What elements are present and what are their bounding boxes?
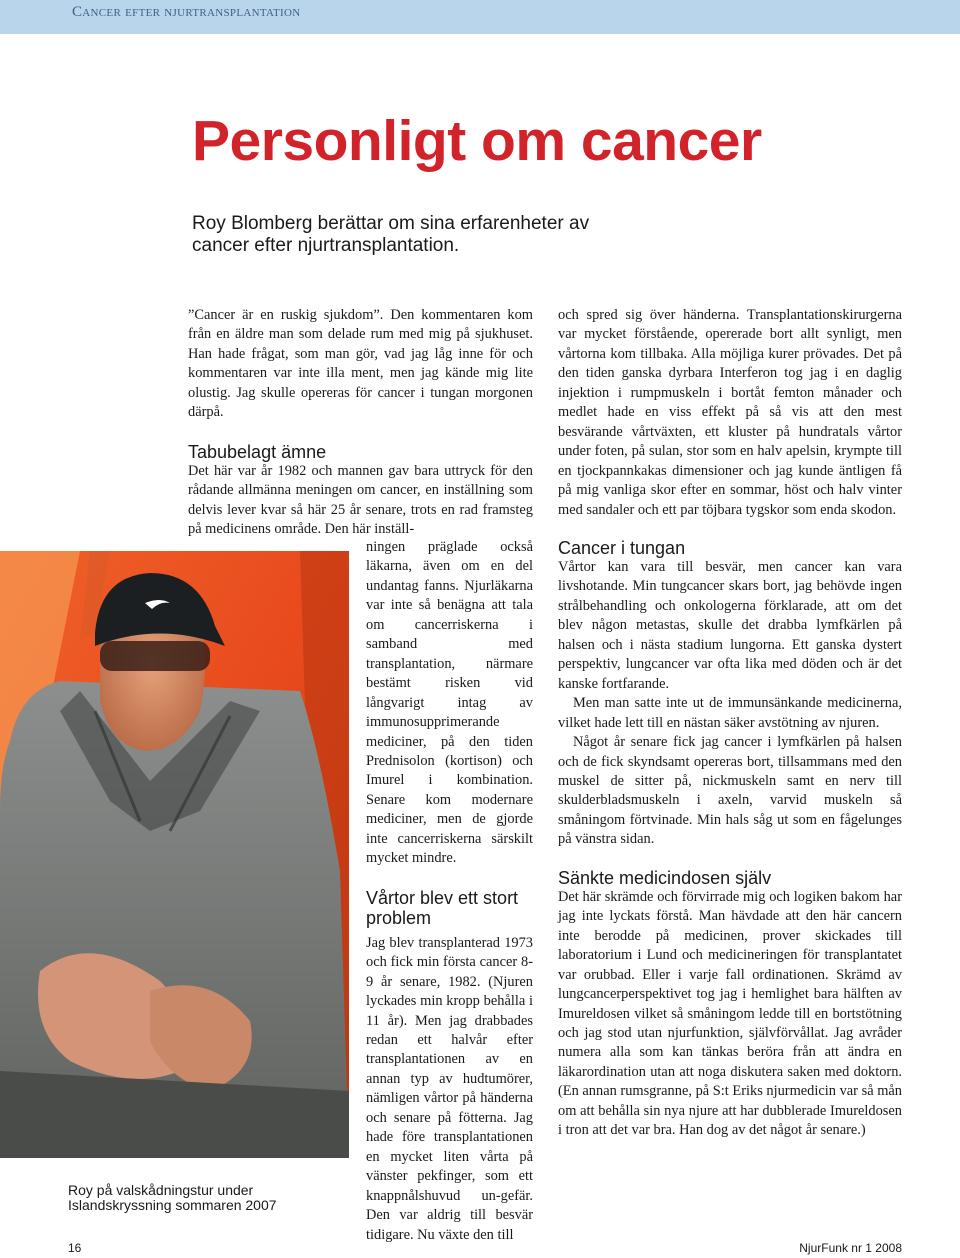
column-3 xyxy=(558,306,902,1141)
photo-caption: Roy på valskådningstur under Islandskryssning sommaren 2007 xyxy=(68,1182,277,1213)
paragraph: ningen präglade också läkarna, även om en del undantag fanns. Njurläkarna var inte så benägna att tala om cancerriskerna i samband med transplantation, närmare bestämt risken vid långvarigt intag av immunosupprimerande mediciner, på den tiden Prednisolon (kortison) och Imurel i kombination. Senare kom modernare mediciner, men de gjorde inte cancerriskerna särskilt mycket mindre. xyxy=(366,539,533,867)
paragraph: och spred sig över händerna. Transplantationskirurgerna var mycket förstående, opererade bort allt synligt, men vårtorna kom tillbaka. Alla möjliga kurer prövades. Det på den tiden ganska dyrbara Interferon tog jag i en daglig injektion i rumpmuskeln i bortåt femton månader och medlet hade en viss effekt på så vis att den mest besvärande vårtväxten, ett kluster på hundratals vårtor under foten, på sulan, stor som en halv apelsin, krympte till en tjockpannkakas dimensioner och jag kunde äntligen få på mig vanliga skor efter en sommar, höst och halv vinter med sandaler och ett par töjbara tygskor som enda skodon. xyxy=(558,307,902,518)
paragraph: Det här var år 1982 och mannen gav bara uttryck för den rådande allmänna meningen om cancer, en inställning som delvis lever kvar så här 25 år senare, trots en rad framsteg på medicinens område. Den här inställ- xyxy=(188,462,533,538)
magazine-issue: NjurFunk nr 1 2008 xyxy=(799,1241,902,1255)
paragraph: Något år senare fick jag cancer i lymfkärlen på halsen och de fick skyndsamt opereras bort, tillsammans med den muskel de sitter på, nickmuskeln samt en nerv till skulderbladsmuskeln i axeln, varvid muskeln så småningom förtvinade. Min hals såg ut som en fågelunges på vänstra sidan. xyxy=(558,734,902,848)
paragraph: Men man satte inte ut de immunsänkande medicinerna, vilket hade lett till en nästan säker avstötning av njuren. xyxy=(558,695,902,731)
paragraph: ”Cancer är en ruskig sjukdom”. Den kommentaren kom från en äldre man som delade rum med mig på sjukhuset. Han hade frågat, som man gör, vad jag låg inne för och kommentaren var inte illa ment, men jag kände mig lite olustig. Jag skulle opereras för cancer i tungan morgonen därpå. xyxy=(188,307,533,421)
column-2 xyxy=(366,538,533,1245)
paragraph: Jag blev transplanterad 1973 och fick min första cancer 8-9 år senare, 1982. (Njuren lyckades min kropp behålla i 11 år). Men jag drabbades redan ett halvår efter transplantationen av en annan typ av hudtumörer, nämligen vårtor på händerna och senare på fötterna. Jag hade före transplantationen en mycket liten vårta på vänster pekfinger, som ett knappnålshuvud un-gefär. Den var aldrig till besvär tidigare. Nu växte den till xyxy=(366,934,533,1243)
paragraph: Det här skrämde och förvirrade mig och logiken bakom har jag inte lyckats förstå. Man hävdade att den här cancern inte berodde på medicinen, prover skickades till laboratorium i Lund och medicineringen för transplantatet var orubbad. Eller i varje fall ordinationen. Skrämd av lungcancerperspektivet tog jag i hemlighet bara hälften av Imureldosen vilket så småningom ledde till en bortstötning och jag stod utan njurfunktion, självförvållat. Jag avråder numera alla som kan tänkas beröra från att ändra en läkarordination utan att noga diskutera saken med doktorn. (En annan rumsgranne, på S:t Eriks njurmedicin var så mån om att behålla sin nya njure att har dubblerade Imureldosen i tron att det var bra. Han dog av det något år senare.) xyxy=(558,888,902,1139)
section-heading-tabubelagt: Tabubelagt ämne xyxy=(188,441,327,462)
portrait-photo xyxy=(0,551,349,1158)
section-heading-cancer-i-tungan: Cancer i tungan xyxy=(558,537,686,558)
article-title: Personligt om cancer xyxy=(192,109,762,173)
article-subtitle: Roy Blomberg berättar om sina erfarenheter av cancer efter njurtransplantation. xyxy=(192,213,590,256)
section-heading-vartor: Vårtor blev ett stort problem xyxy=(366,887,519,928)
paragraph: Vårtor kan vara till besvär, men cancer kan vara livshotande. Min tungcancer skars bort, jag behövde ingen strålbehandling och onkologerna förklarade, att om det blev någon metastas, skulle det drabba lymfkärlen på halsen och i nästa stadium lungorna. Ett ganska dystert perspektiv, lungcancer var ofta lika med döden och är det kanske fortfarande. xyxy=(558,558,902,692)
column-1 xyxy=(188,306,533,540)
page-number: 16 xyxy=(68,1241,82,1255)
section-header: Cancer efter njurtransplantation xyxy=(72,4,301,20)
section-heading-sankte: Sänkte medicindosen själv xyxy=(558,867,772,888)
